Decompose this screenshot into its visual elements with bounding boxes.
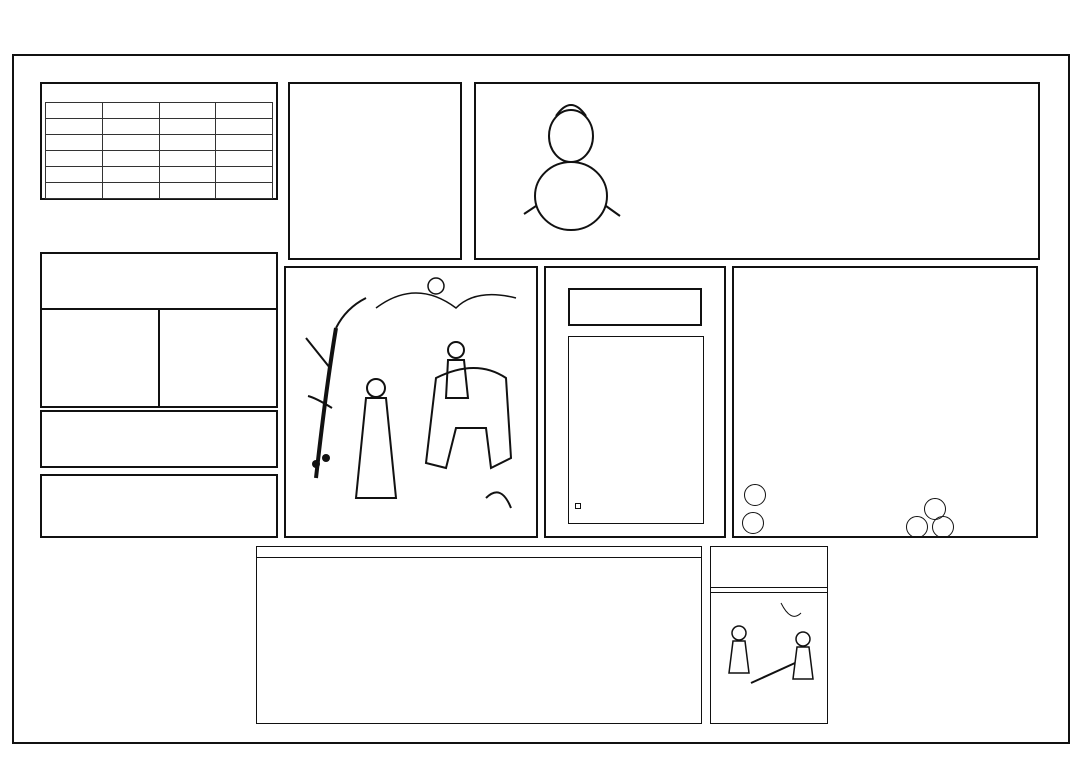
analysis-ball-e — [932, 516, 954, 538]
table-row — [46, 151, 273, 167]
special-small — [42, 310, 160, 408]
chart-footer-3 — [257, 708, 701, 718]
gourd-icon — [516, 96, 626, 246]
zeng-tips-box — [288, 82, 462, 260]
mark-six-strip-right — [1044, 82, 1066, 737]
table-cell — [159, 183, 216, 199]
cartoon-box — [710, 546, 828, 724]
treasure-title — [568, 288, 702, 326]
analysis-box — [732, 266, 1038, 538]
banner-box — [474, 82, 1040, 260]
table-cell — [216, 167, 273, 183]
analysis-text-right — [910, 308, 1036, 504]
special-double — [160, 310, 276, 408]
analysis-ball-a — [744, 484, 766, 506]
cartoon-illustration — [711, 593, 827, 705]
special-code-box — [40, 252, 278, 408]
table-cell — [216, 151, 273, 167]
hot-cold-table-box — [40, 82, 278, 200]
analysis-text-left — [734, 308, 894, 504]
hot-cold-title — [45, 87, 273, 102]
table-header — [102, 103, 159, 119]
special-heading — [42, 254, 276, 310]
table-header — [159, 103, 216, 119]
table-row — [46, 167, 273, 183]
table-header — [46, 103, 103, 119]
chart-footer-1 — [257, 688, 701, 698]
illustration-box — [284, 266, 538, 538]
table-header-row — [46, 103, 273, 119]
rider-illustration — [286, 268, 536, 536]
mark-six-strip-left — [14, 82, 36, 737]
table-cell — [102, 183, 159, 199]
chart-footer-2 — [257, 698, 701, 708]
table-row — [46, 183, 273, 199]
table-cell — [46, 151, 103, 167]
table-cell — [159, 167, 216, 183]
table-row — [46, 135, 273, 151]
treasure-seal — [575, 503, 581, 509]
chart-top-numbers — [257, 547, 701, 558]
analysis-ball-b — [742, 512, 764, 534]
table-cell — [102, 119, 159, 135]
numbers-box — [40, 410, 278, 468]
trend-chart-box — [256, 546, 702, 724]
table-cell — [159, 119, 216, 135]
analysis-ball-d — [906, 516, 928, 538]
table-cell — [46, 135, 103, 151]
mark-six-strip-top — [14, 58, 1066, 80]
table-header — [216, 103, 273, 119]
table-row — [46, 119, 273, 135]
table-cell — [46, 167, 103, 183]
trend-dot-grid — [257, 558, 701, 684]
table-cell — [102, 135, 159, 151]
table-cell — [159, 151, 216, 167]
table-cell — [102, 167, 159, 183]
hot-cold-table — [45, 102, 273, 199]
gift-box — [40, 474, 278, 538]
table-cell — [46, 183, 103, 199]
table-cell — [46, 119, 103, 135]
table-cell — [216, 135, 273, 151]
treasure-box — [544, 266, 726, 538]
table-cell — [102, 151, 159, 167]
table-cell — [216, 119, 273, 135]
table-cell — [216, 183, 273, 199]
table-cell — [159, 135, 216, 151]
